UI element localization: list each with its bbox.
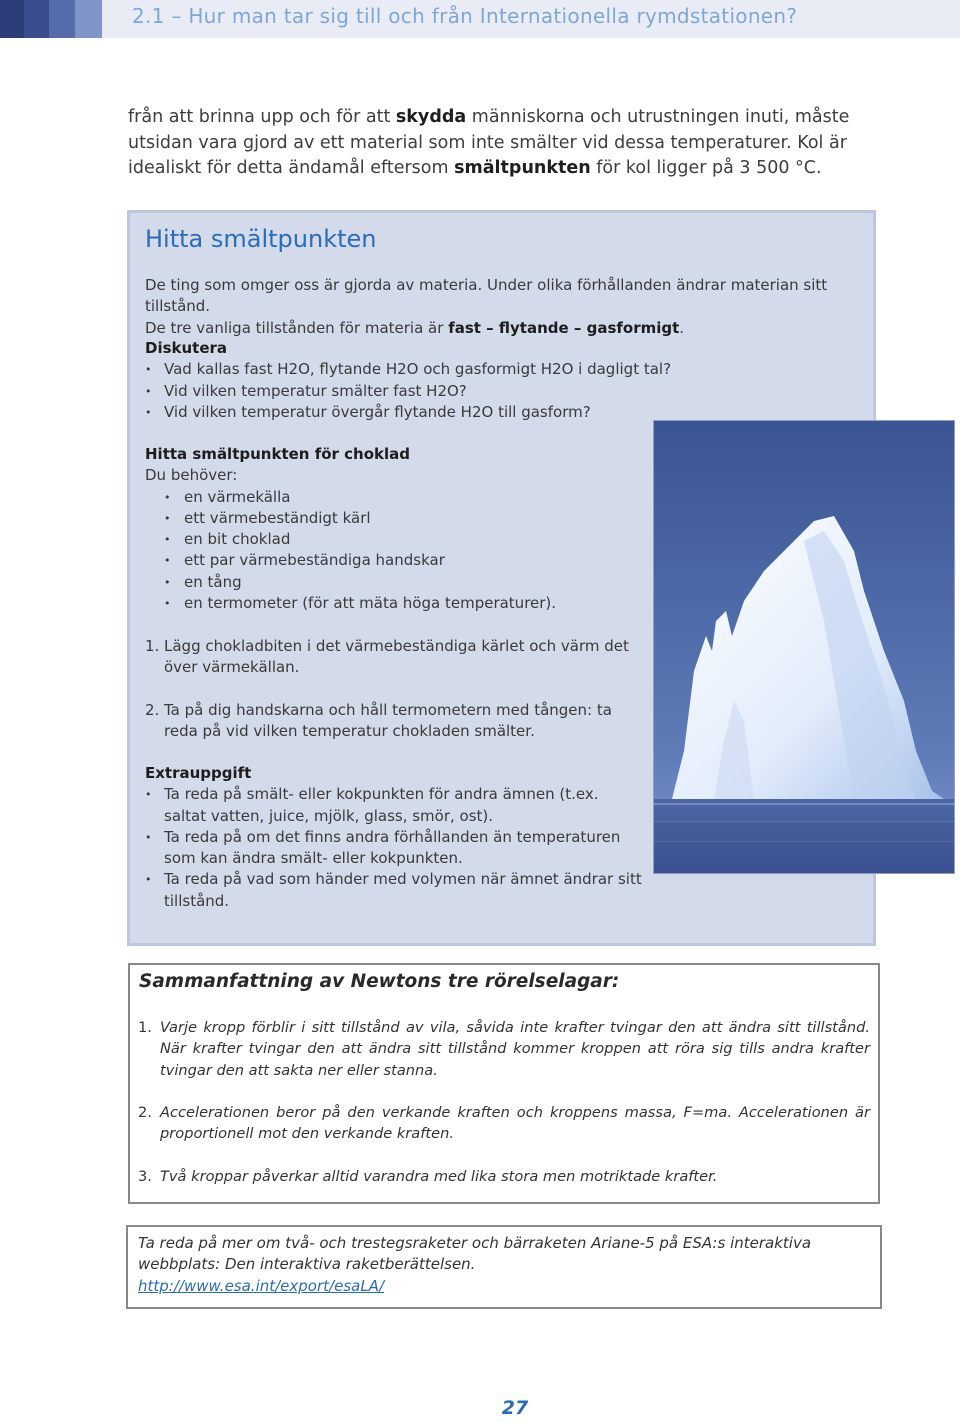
- iceberg-photo: [653, 420, 955, 874]
- linkbox-text: Ta reda på mer om två- och trestegsraketer och bärraketen Ariane-5 på ESA:s interaktiva webbplats: Den interaktiva raketberättelsen.: [138, 1234, 812, 1274]
- discuss-item: • Vid vilken temperatur övergår flytande H2O till gasform?: [145, 402, 705, 423]
- intro-bold-smaltpunkten: smältpunkten: [454, 158, 591, 178]
- need-label: Du behöver:: [145, 466, 238, 485]
- step-text: Lägg chokladbiten i det värmebeständiga kärlet och värm det över värmekällan.: [164, 637, 629, 677]
- discuss-section: [145, 338, 705, 423]
- summary-number: 2.: [138, 1104, 152, 1121]
- extra-item: • Ta reda på vad som händer med volymen när ämnet ändrar sitt tillstånd.: [145, 869, 642, 912]
- header-square-4: [75, 0, 102, 38]
- states-suffix: .: [679, 318, 685, 337]
- states-line-1: De ting som omger oss är gjorda av materia. Under olika förhållanden ändrar materian sitt tillstånd.: [145, 276, 828, 316]
- summary-item: [138, 1166, 870, 1187]
- esa-link[interactable]: http://www.esa.int/export/esaLA/: [138, 1276, 384, 1295]
- need-item: • en termometer (för att mäta höga temperaturer).: [145, 593, 645, 614]
- states-line-2: [145, 318, 865, 339]
- header-square-3: [49, 0, 75, 38]
- states-paragraph: [145, 275, 865, 339]
- extra-item: • Ta reda på om det finns andra förhållanden än temperaturen som kan ändra smält- eller kokpunkten.: [145, 827, 642, 870]
- header-bar: [0, 0, 960, 38]
- summary-title: Sammanfattning av Newtons tre rörelselagar:: [139, 971, 620, 992]
- intro-text: för kol ligger på 3 500 °C.: [590, 158, 822, 178]
- discuss-heading: Diskutera: [145, 339, 228, 357]
- summary-number: 1.: [138, 1019, 152, 1036]
- step-2: [145, 700, 645, 743]
- summary-number: 3.: [138, 1168, 152, 1185]
- states-bold: fast – flytande – gasformigt: [448, 318, 680, 337]
- header-square-2: [24, 0, 49, 38]
- summary-text: Varje kropp förblir i sitt tillstånd av vila, såvida inte krafter tvingar den att ändra sitt tillstånd. När krafter tvingar den att ändra sitt tillstånd kommer kroppen att röra sig tills andra krafter tvingar den att sakta ner eller stanna.: [160, 1019, 870, 1079]
- step-number: 2.: [145, 701, 160, 719]
- step-text: Ta på dig handskarna och håll termometern med tången: ta reda på vid vilken temperatur chokladen smälter.: [164, 701, 612, 741]
- need-item: • ett par värmebeständiga handskar: [145, 550, 645, 571]
- chocolate-section: [145, 444, 645, 614]
- summary-item: [138, 1017, 870, 1081]
- chocolate-heading: Hitta smältpunkten för choklad: [145, 445, 410, 463]
- step-1: [145, 636, 630, 679]
- extra-section: [145, 763, 642, 912]
- extra-heading: Extrauppgift: [145, 764, 252, 782]
- activity-box-title: Hitta smältpunkten: [145, 225, 377, 253]
- newton-summary-box: [128, 963, 880, 1204]
- linkbox-text-block: [138, 1233, 874, 1297]
- step-number: 1.: [145, 637, 160, 655]
- page-number: 27: [501, 1397, 529, 1419]
- discuss-item: • Vad kallas fast H2O, flytande H2O och gasformigt H2O i dagligt tal?: [145, 359, 705, 380]
- intro-text: från att brinna upp och för att: [128, 107, 396, 127]
- intro-bold-skydda: skydda: [395, 107, 467, 127]
- intro-text: människorna och utrustningen inuti, måste utsidan vara gjord av ett material som inte smälter vid dessa temperaturer. Kol är idealiskt för detta ändamål eftersom: [128, 107, 850, 178]
- extra-item: • Ta reda på smält- eller kokpunkten för andra ämnen (t.ex. saltat vatten, juice, mjölk, glass, smör, ost).: [145, 784, 642, 827]
- need-item: • en tång: [145, 572, 645, 593]
- esa-link-box: [126, 1225, 882, 1309]
- discuss-item: • Vid vilken temperatur smälter fast H2O?: [145, 381, 705, 402]
- need-item: • en bit choklad: [145, 529, 645, 550]
- summary-text: Accelerationen beror på den verkande kraften och kroppens massa, F=ma. Accelerationen är proportionell mot den verkande kraften.: [160, 1104, 870, 1143]
- summary-item: [138, 1102, 870, 1145]
- need-item: • en värmekälla: [145, 487, 645, 508]
- states-prefix: De tre vanliga tillstånden för materia är: [145, 318, 449, 337]
- iceberg-illustration: [654, 421, 955, 874]
- summary-text: Två kroppar påverkar alltid varandra med lika stora men motriktade krafter.: [160, 1168, 718, 1185]
- header-square-1: [0, 0, 24, 38]
- intro-paragraph: [128, 105, 888, 182]
- chapter-title: 2.1 – Hur man tar sig till och från Internationella rymdstationen?: [132, 4, 798, 28]
- need-item: • ett värmebeständigt kärl: [145, 508, 645, 529]
